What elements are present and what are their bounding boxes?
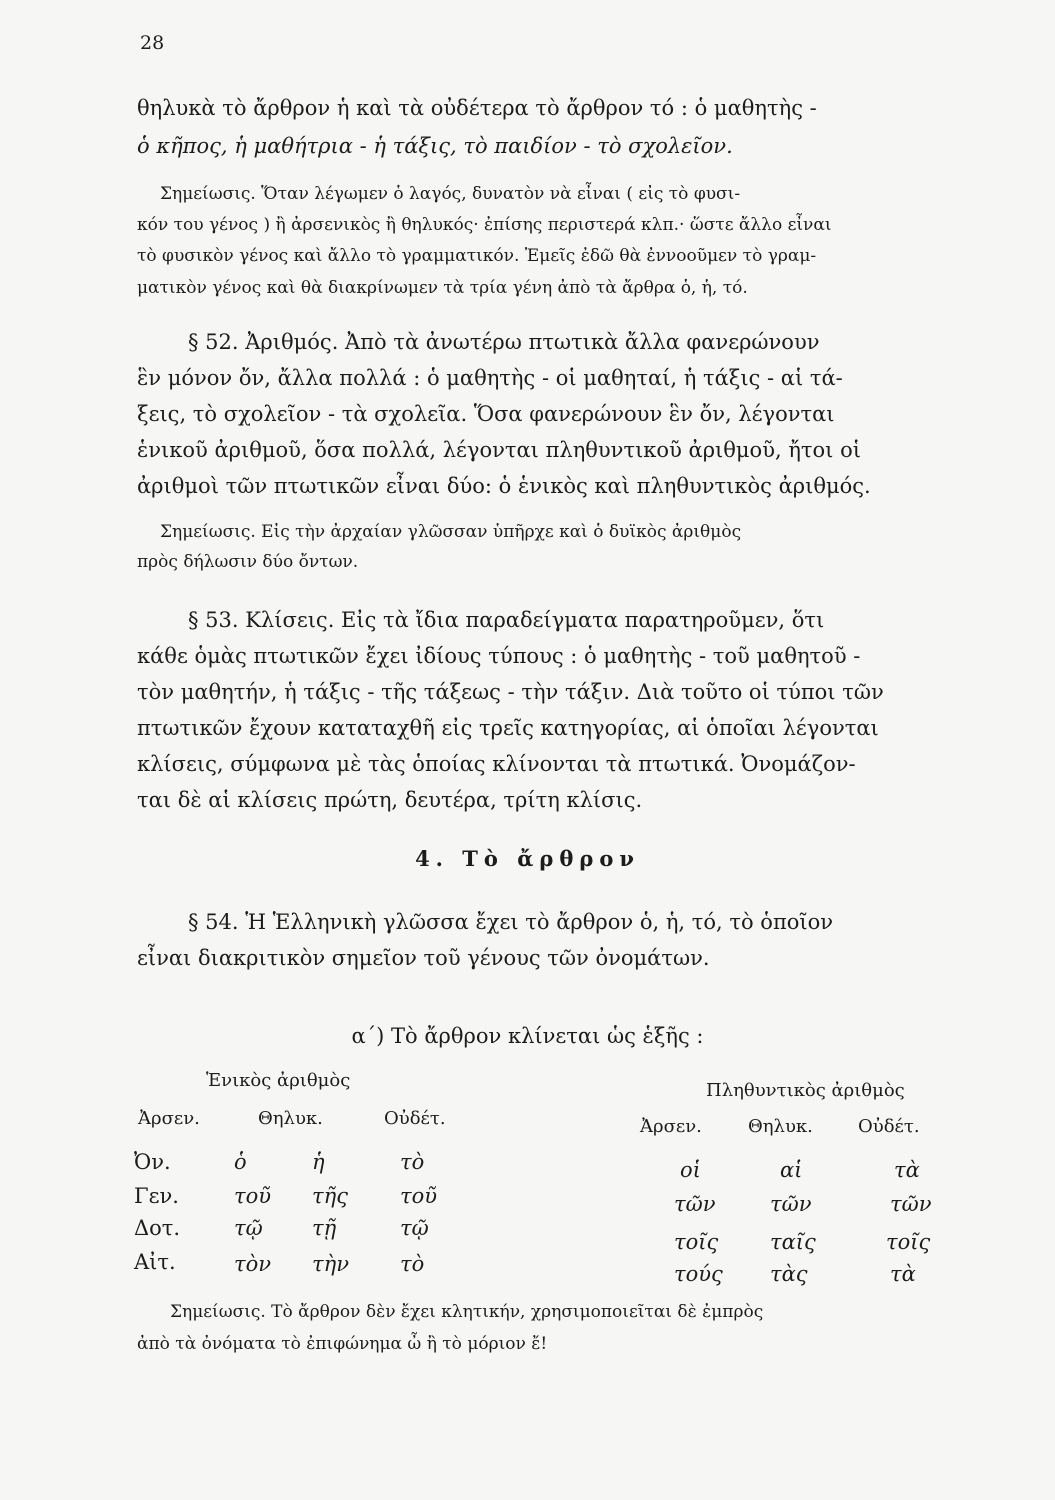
- table-cell: τὴν: [312, 1252, 349, 1276]
- plural-label: Πληθυντικὸς ἀριθμὸς: [706, 1080, 905, 1101]
- section-54-line: § 54. Ἡ Ἑλληνικὴ γλῶσσα ἔχει τὸ ἄρθρον ὁ, ἡ, τό, τὸ ὁποῖον: [188, 910, 834, 934]
- table-cell: τὰς: [770, 1262, 808, 1286]
- section-52-line: ἓν μόνον ὄν, ἄλλα πολλά : ὁ μαθητὴς - οἱ μαθηταί, ἡ τάξις - αἱ τά-: [137, 366, 843, 390]
- chapter-heading: 4. Τὸ ἄρθρον: [415, 846, 640, 871]
- table-cell: τὰ: [890, 1262, 916, 1286]
- section-54-line: εἶναι διακριτικὸν σημεῖον τοῦ γένους τῶν ὀνομάτων.: [137, 946, 710, 970]
- section-53-line: πτωτικῶν ἔχουν καταταχθῆ εἰς τρεῖς κατηγορίας, αἱ ὁποῖαι λέγονται: [137, 716, 879, 740]
- gender-header: Θηλυκ.: [258, 1108, 323, 1129]
- table-cell: τῇ: [312, 1216, 337, 1240]
- note-line: Σημείωσις. Τὸ ἄρθρον δὲν ἔχει κλητικήν, χρησιμοποιεῖται δὲ ἐμπρὸς: [170, 1302, 764, 1322]
- table-cell: τὰ: [894, 1158, 920, 1182]
- note-line: τὸ φυσικὸν γένος καὶ ἄλλο τὸ γραμματικόν. Ἐμεῖς ἐδῶ θὰ ἐννοοῦμεν τὸ γραμ-: [137, 246, 817, 266]
- table-cell: τοῖς: [886, 1230, 931, 1254]
- table-cell: τὸ: [400, 1150, 425, 1174]
- text-line: ὁ κῆπος, ἡ μαθήτρια - ἡ τάξις, τὸ παιδίον - τὸ σχολεῖον.: [137, 134, 733, 158]
- table-cell: ἡ: [312, 1150, 325, 1174]
- section-53-line: τὸν μαθητήν, ἡ τάξις - τῆς τάξεως - τὴν τάξιν. Διὰ τοῦτο οἱ τύποι τῶν: [137, 680, 884, 704]
- table-cell: τὸν: [234, 1252, 272, 1276]
- section-52-line: § 52. Ἀριθμός. Ἀπὸ τὰ ἀνωτέρω πτωτικὰ ἄλλα φανερώνουν: [188, 330, 820, 354]
- table-cell: τῷ: [234, 1216, 263, 1240]
- note-line: κόν του γένος ) ἢ ἀρσενικὸς ἢ θηλυκός· ἐπίσης περιστερά κλπ.· ὥστε ἄλλο εἶναι: [137, 215, 832, 235]
- note-line: Σημείωσις. Ὅταν λέγωμεν ὁ λαγός, δυνατὸν νὰ εἶναι ( εἰς τὸ φυσι-: [160, 184, 741, 204]
- note-line: ἀπὸ τὰ ὀνόματα τὸ ἐπιφώνημα ὦ ἢ τὸ μόριον ἔ!: [137, 1334, 548, 1354]
- section-52-line: ξεις, τὸ σχολεῖον - τὰ σχολεῖα. Ὅσα φανερώνουν ἓν ὄν, λέγονται: [137, 402, 835, 426]
- section-52-line: ἀριθμοὶ τῶν πτωτικῶν εἶναι δύο: ὁ ἑνικὸς καὶ πληθυντικὸς ἀριθμός.: [137, 474, 871, 498]
- note-line: ματικὸν γένος καὶ θὰ διακρίνωμεν τὰ τρία γένη ἀπὸ τὰ ἄρθρα ὁ, ἡ, τό.: [137, 278, 748, 298]
- note-line: πρὸς δήλωσιν δύο ὄντων.: [137, 552, 359, 572]
- table-cell: οἱ: [680, 1158, 701, 1182]
- section-53-line: κλίσεις, σύμφωνα μὲ τὰς ὁποίας κλίνονται τὰ πτωτικά. Ὀνομάζον-: [137, 752, 856, 776]
- table-cell: ὁ: [234, 1150, 247, 1174]
- section-53-line: § 53. Κλίσεις. Εἰς τὰ ἴδια παραδείγματα παρατηροῦμεν, ὅτι: [188, 608, 825, 632]
- case-label: Δοτ.: [134, 1216, 181, 1240]
- singular-label: Ἑνικὸς ἀριθμὸς: [206, 1070, 351, 1091]
- table-cell: τῷ: [400, 1216, 429, 1240]
- table-cell: τούς: [674, 1262, 723, 1286]
- table-cell: αἱ: [780, 1158, 803, 1182]
- gender-header: Ἀρσεν.: [640, 1116, 702, 1137]
- gender-header: Ἀρσεν.: [138, 1108, 200, 1129]
- case-label: Ὀν.: [134, 1150, 171, 1174]
- note-line: Σημείωσις. Εἰς τὴν ἀρχαίαν γλῶσσαν ὑπῆρχε καὶ ὁ δυϊκὸς ἀριθμὸς: [160, 522, 742, 542]
- gender-header: Οὐδέτ.: [858, 1116, 920, 1137]
- section-53-line: ται δὲ αἱ κλίσεις πρώτη, δευτέρα, τρίτη κλίσις.: [137, 788, 643, 812]
- gender-header: Θηλυκ.: [748, 1116, 813, 1137]
- section-53-line: κάθε ὁμὰς πτωτικῶν ἔχει ἰδίους τύπους : ὁ μαθητὴς - τοῦ μαθητοῦ -: [137, 644, 861, 668]
- table-cell: τοῦ: [234, 1184, 272, 1208]
- table-cell: τῶν: [770, 1192, 812, 1216]
- table-cell: τῆς: [312, 1184, 348, 1208]
- table-intro: α΄) Τὸ ἄρθρον κλίνεται ὡς ἑξῆς :: [351, 1024, 704, 1048]
- table-cell: τοῖς: [674, 1230, 719, 1254]
- table-cell: τοῦ: [400, 1184, 438, 1208]
- page-number: 28: [140, 32, 165, 54]
- case-label: Αἰτ.: [134, 1250, 176, 1274]
- table-cell: τὸ: [400, 1252, 425, 1276]
- table-cell: ταῖς: [770, 1230, 816, 1254]
- gender-header: Οὐδέτ.: [384, 1108, 446, 1129]
- section-52-line: ἑνικοῦ ἀριθμοῦ, ὅσα πολλά, λέγονται πληθυντικοῦ ἀριθμοῦ, ἤτοι οἱ: [137, 438, 861, 462]
- table-cell: τῶν: [890, 1192, 932, 1216]
- text-line: θηλυκὰ τὸ ἄρθρον ἡ καὶ τὰ οὐδέτερα τὸ ἄρθρον τό : ὁ μαθητὴς -: [137, 96, 817, 120]
- table-cell: τῶν: [674, 1192, 716, 1216]
- case-label: Γεν.: [134, 1184, 179, 1208]
